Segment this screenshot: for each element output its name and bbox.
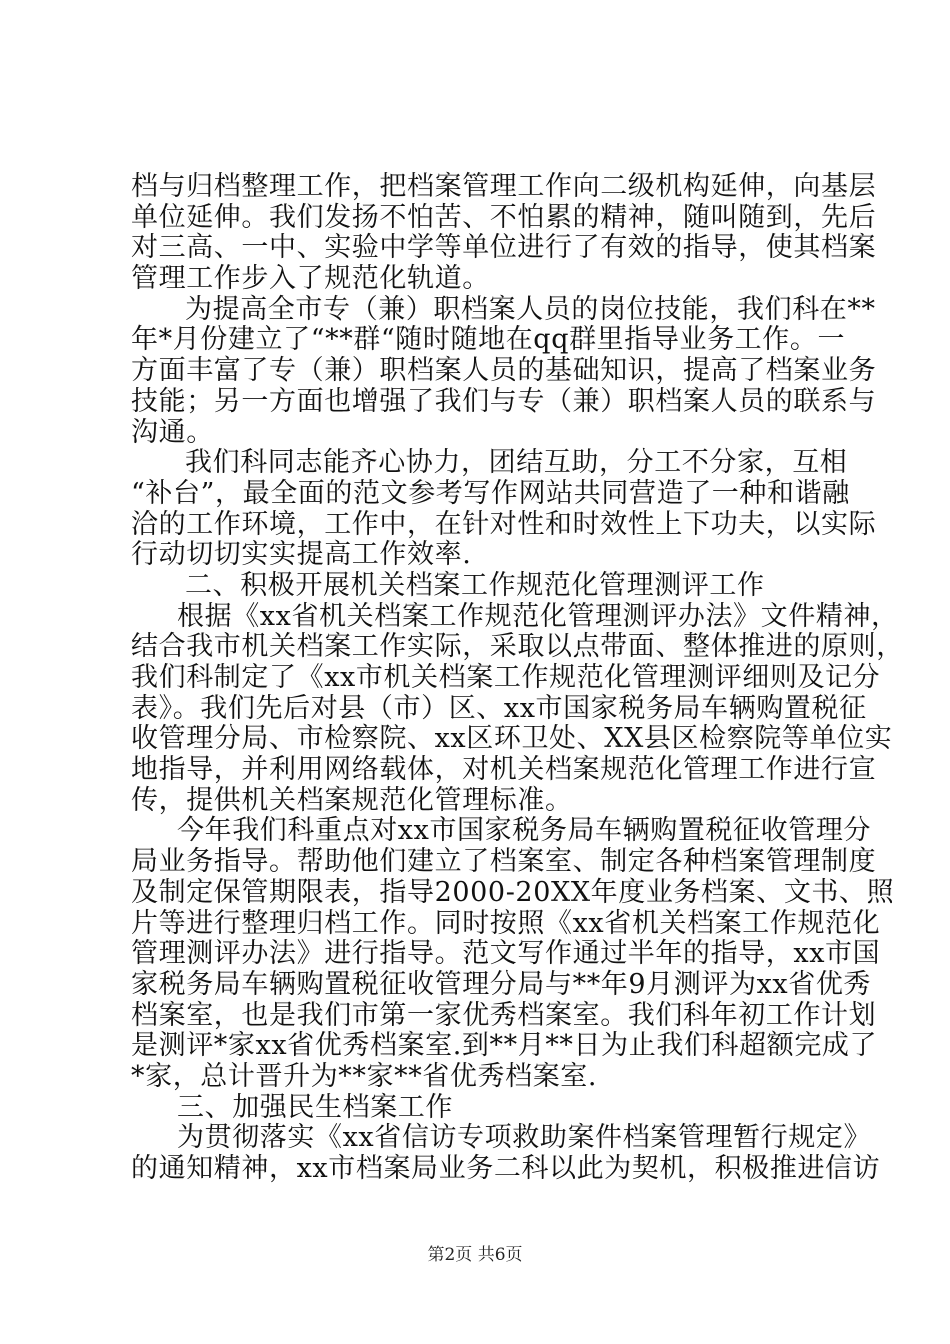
text-line: 行动切切实实提高工作效率. — [131, 539, 472, 571]
text-line: 为提高全市专（兼）职档案人员的岗位技能，我们科在** — [185, 293, 876, 325]
text-line: 家税务局车辆购置税征收管理分局与**年9月测评为xx省优秀 — [131, 968, 872, 1000]
text-line: 结合我市机关档案工作实际，采取以点带面、整体推进的原则， — [131, 631, 904, 663]
text-line: 管理工作步入了规范化轨道。 — [131, 263, 490, 295]
text-line: 沟通。 — [131, 416, 214, 448]
text-line: 为贯彻落实《xx省信访专项救助案件档案管理暂行规定》 — [177, 1122, 872, 1154]
text-line: 片等进行整理归档工作。同时按照《xx省机关档案工作规范化 — [131, 907, 881, 939]
section-heading: 二、积极开展机关档案工作规范化管理测评工作 — [185, 569, 765, 601]
text-line: 收管理分局、市检察院、xx区环卫处、XX县区检察院等单位实 — [131, 723, 893, 755]
page-number-footer: 第2页 共6页 — [427, 1245, 523, 1265]
text-line: 我们科同志能齐心协力，团结互助，分工不分家，互相 — [185, 447, 848, 479]
text-line: 是测评*家xx省优秀档案室.到**月**日为止我们科超额完成了 — [131, 1030, 878, 1062]
text-line: 档案室，也是我们市第一家优秀档案室。我们科年初工作计划 — [131, 999, 877, 1031]
text-line: 的通知精神，xx市档案局业务二科以此为契机，积极推进信访 — [131, 1153, 881, 1184]
text-line: 单位延伸。我们发扬不怕苦、不怕累的精神，随叫随到，先后 — [131, 201, 877, 233]
text-line: 对三高、一中、实验中学等单位进行了有效的指导，使其档案 — [131, 232, 877, 264]
text-line: 方面丰富了专（兼）职档案人员的基础知识，提高了档案业务 — [131, 355, 877, 387]
text-line: 局业务指导。帮助他们建立了档案室、制定各种档案管理制度 — [131, 846, 877, 878]
text-line: 今年我们科重点对xx市国家税务局车辆购置税征收管理分 — [177, 815, 872, 847]
text-line: 档与归档整理工作，把档案管理工作向二级机构延伸，向基层 — [131, 171, 877, 202]
text-line: 技能；另一方面也增强了我们与专（兼）职档案人员的联系与 — [131, 385, 877, 417]
text-line: 管理测评办法》进行指导。范文写作通过半年的指导，xx市国 — [131, 938, 881, 970]
document-body — [131, 171, 904, 1185]
text-line: 年*月份建立了“**群“随时随地在qq群里指导业务工作。一 — [131, 324, 846, 356]
text-line: 地指导，并利用网络载体，对机关档案规范化管理工作进行宣 — [131, 754, 877, 786]
text-line: 洽的工作环境，工作中，在针对性和时效性上下功夫，以实际 — [131, 508, 877, 540]
text-line: 我们科制定了《xx市机关档案工作规范化管理测评细则及记分 — [131, 662, 881, 693]
text-line: 表》。我们先后对县（市）区、xx市国家税务局车辆购置税征 — [131, 692, 867, 724]
text-line: *家，总计晋升为**家**省优秀档案室. — [131, 1060, 598, 1092]
text-line: “补台”，最全面的范文参考写作网站共同营造了一种和谐融 — [131, 477, 850, 509]
section-heading: 三、加强民生档案工作 — [177, 1091, 453, 1123]
text-line: 传，提供机关档案规范化管理标准。 — [131, 784, 573, 816]
text-line: 及制定保管期限表，指导2000-20XX年度业务档案、文书、照 — [131, 876, 895, 908]
text-line: 根据《xx省机关档案工作规范化管理测评办法》文件精神， — [177, 600, 899, 632]
